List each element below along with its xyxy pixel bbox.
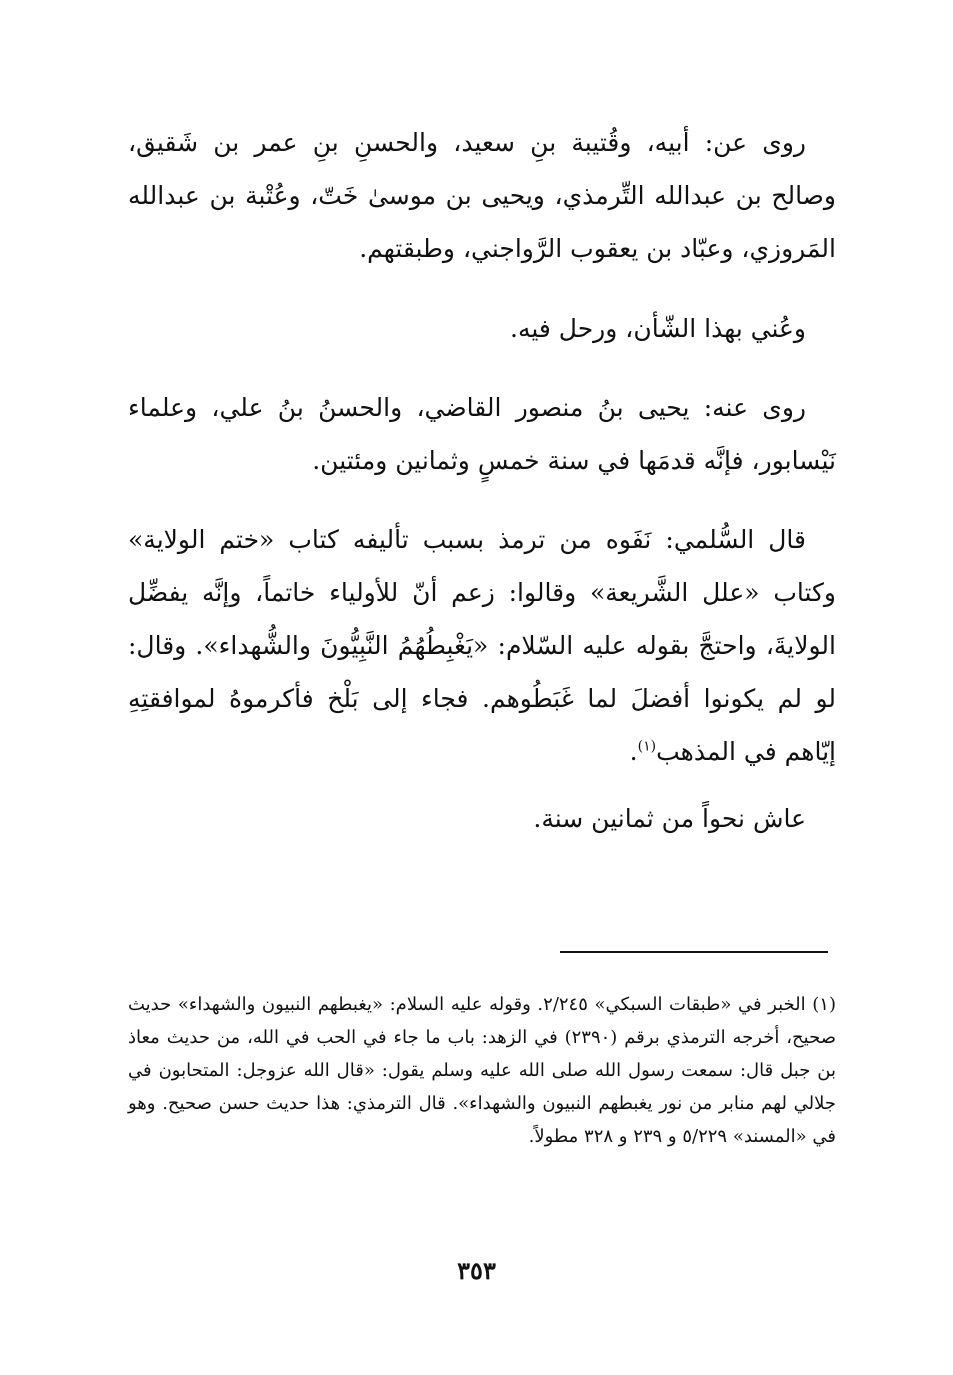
paragraph-devotion	[128, 302, 836, 355]
paragraph-narrated-by	[128, 381, 836, 487]
paragraph-narrated-from	[128, 116, 836, 275]
paragraph-text: قال السُّلمي: نَفَوه من ترمذ بسبب تأليفه كتاب «ختم الولاية» وكتاب «علل الشَّريعة» وقالوا: زعم أنّ للأولياء خاتماً، وإنَّه يفضِّل الولايةَ، واحتجَّ بقوله عليه السّلام: «يَغْبِطُهُمُ النَّبِيُّونَ والشُّهداء». وقال: لو لم يكونوا أفضلَ لما غَبَطُوهم. فجاء إلى بَلْخ فأكرموهُ لموافقتِهِ إيّاهم في المذهب	[128, 525, 836, 766]
page-number: ٣٥٣	[457, 1256, 496, 1285]
paragraph-text: عاش نحواً من ثمانين سنة.	[533, 804, 806, 833]
paragraph-lifespan	[128, 792, 836, 845]
paragraph-end-mark: .	[629, 737, 638, 766]
footnote	[128, 988, 836, 1153]
footnote-divider	[560, 951, 828, 953]
paragraph-sulami-quote	[128, 513, 836, 778]
footnote-reference[interactable]: (١)	[637, 738, 657, 755]
footnote-text: الخبر في «طبقات السبكي» ٢/٢٤٥. وقوله عليه السلام: «يغبطهم النبيون والشهداء» حديث صحيح، أخرجه الترمذي برقم (٢٣٩٠) في الزهد: باب ما جاء في الحب في الله، من حديث معاذ بن جبل قال: سمعت رسول الله صلى الله عليه وسلم يقول: «قال الله عزوجل: المتحابون في جلالي لهم منابر من نور يغبطهم النبيون والشهداء». قال الترمذي: هذا حديث حسن صحيح. وهو في «المسند» ٥/٢٢٩ و ٢٣٩ و ٣٢٨ مطولاً.	[128, 994, 837, 1147]
paragraph-text: روى عن: أبيه، وقُتيبة بنِ سعيد، والحسنِ بنِ عمر بن شَقيق، وصالح بن عبدالله التِّرمذي، ويحيى بن موسىٰ خَتّ، وعُتْبة بن عبدالله المَروزي، وعبّاد بن يعقوب الرَّواجني، وطبقتهم.	[128, 128, 836, 263]
paragraph-text: روى عنه: يحيى بنُ منصور القاضي، والحسنُ بنُ علي، وعلماء نَيْسابور، فإنَّه قدمَها في سنة خمسٍ وثمانين ومئتين.	[128, 393, 836, 475]
paragraph-text: وعُني بهذا الشّأن، ورحل فيه.	[510, 314, 806, 343]
footnote-number: (١)	[812, 994, 836, 1015]
